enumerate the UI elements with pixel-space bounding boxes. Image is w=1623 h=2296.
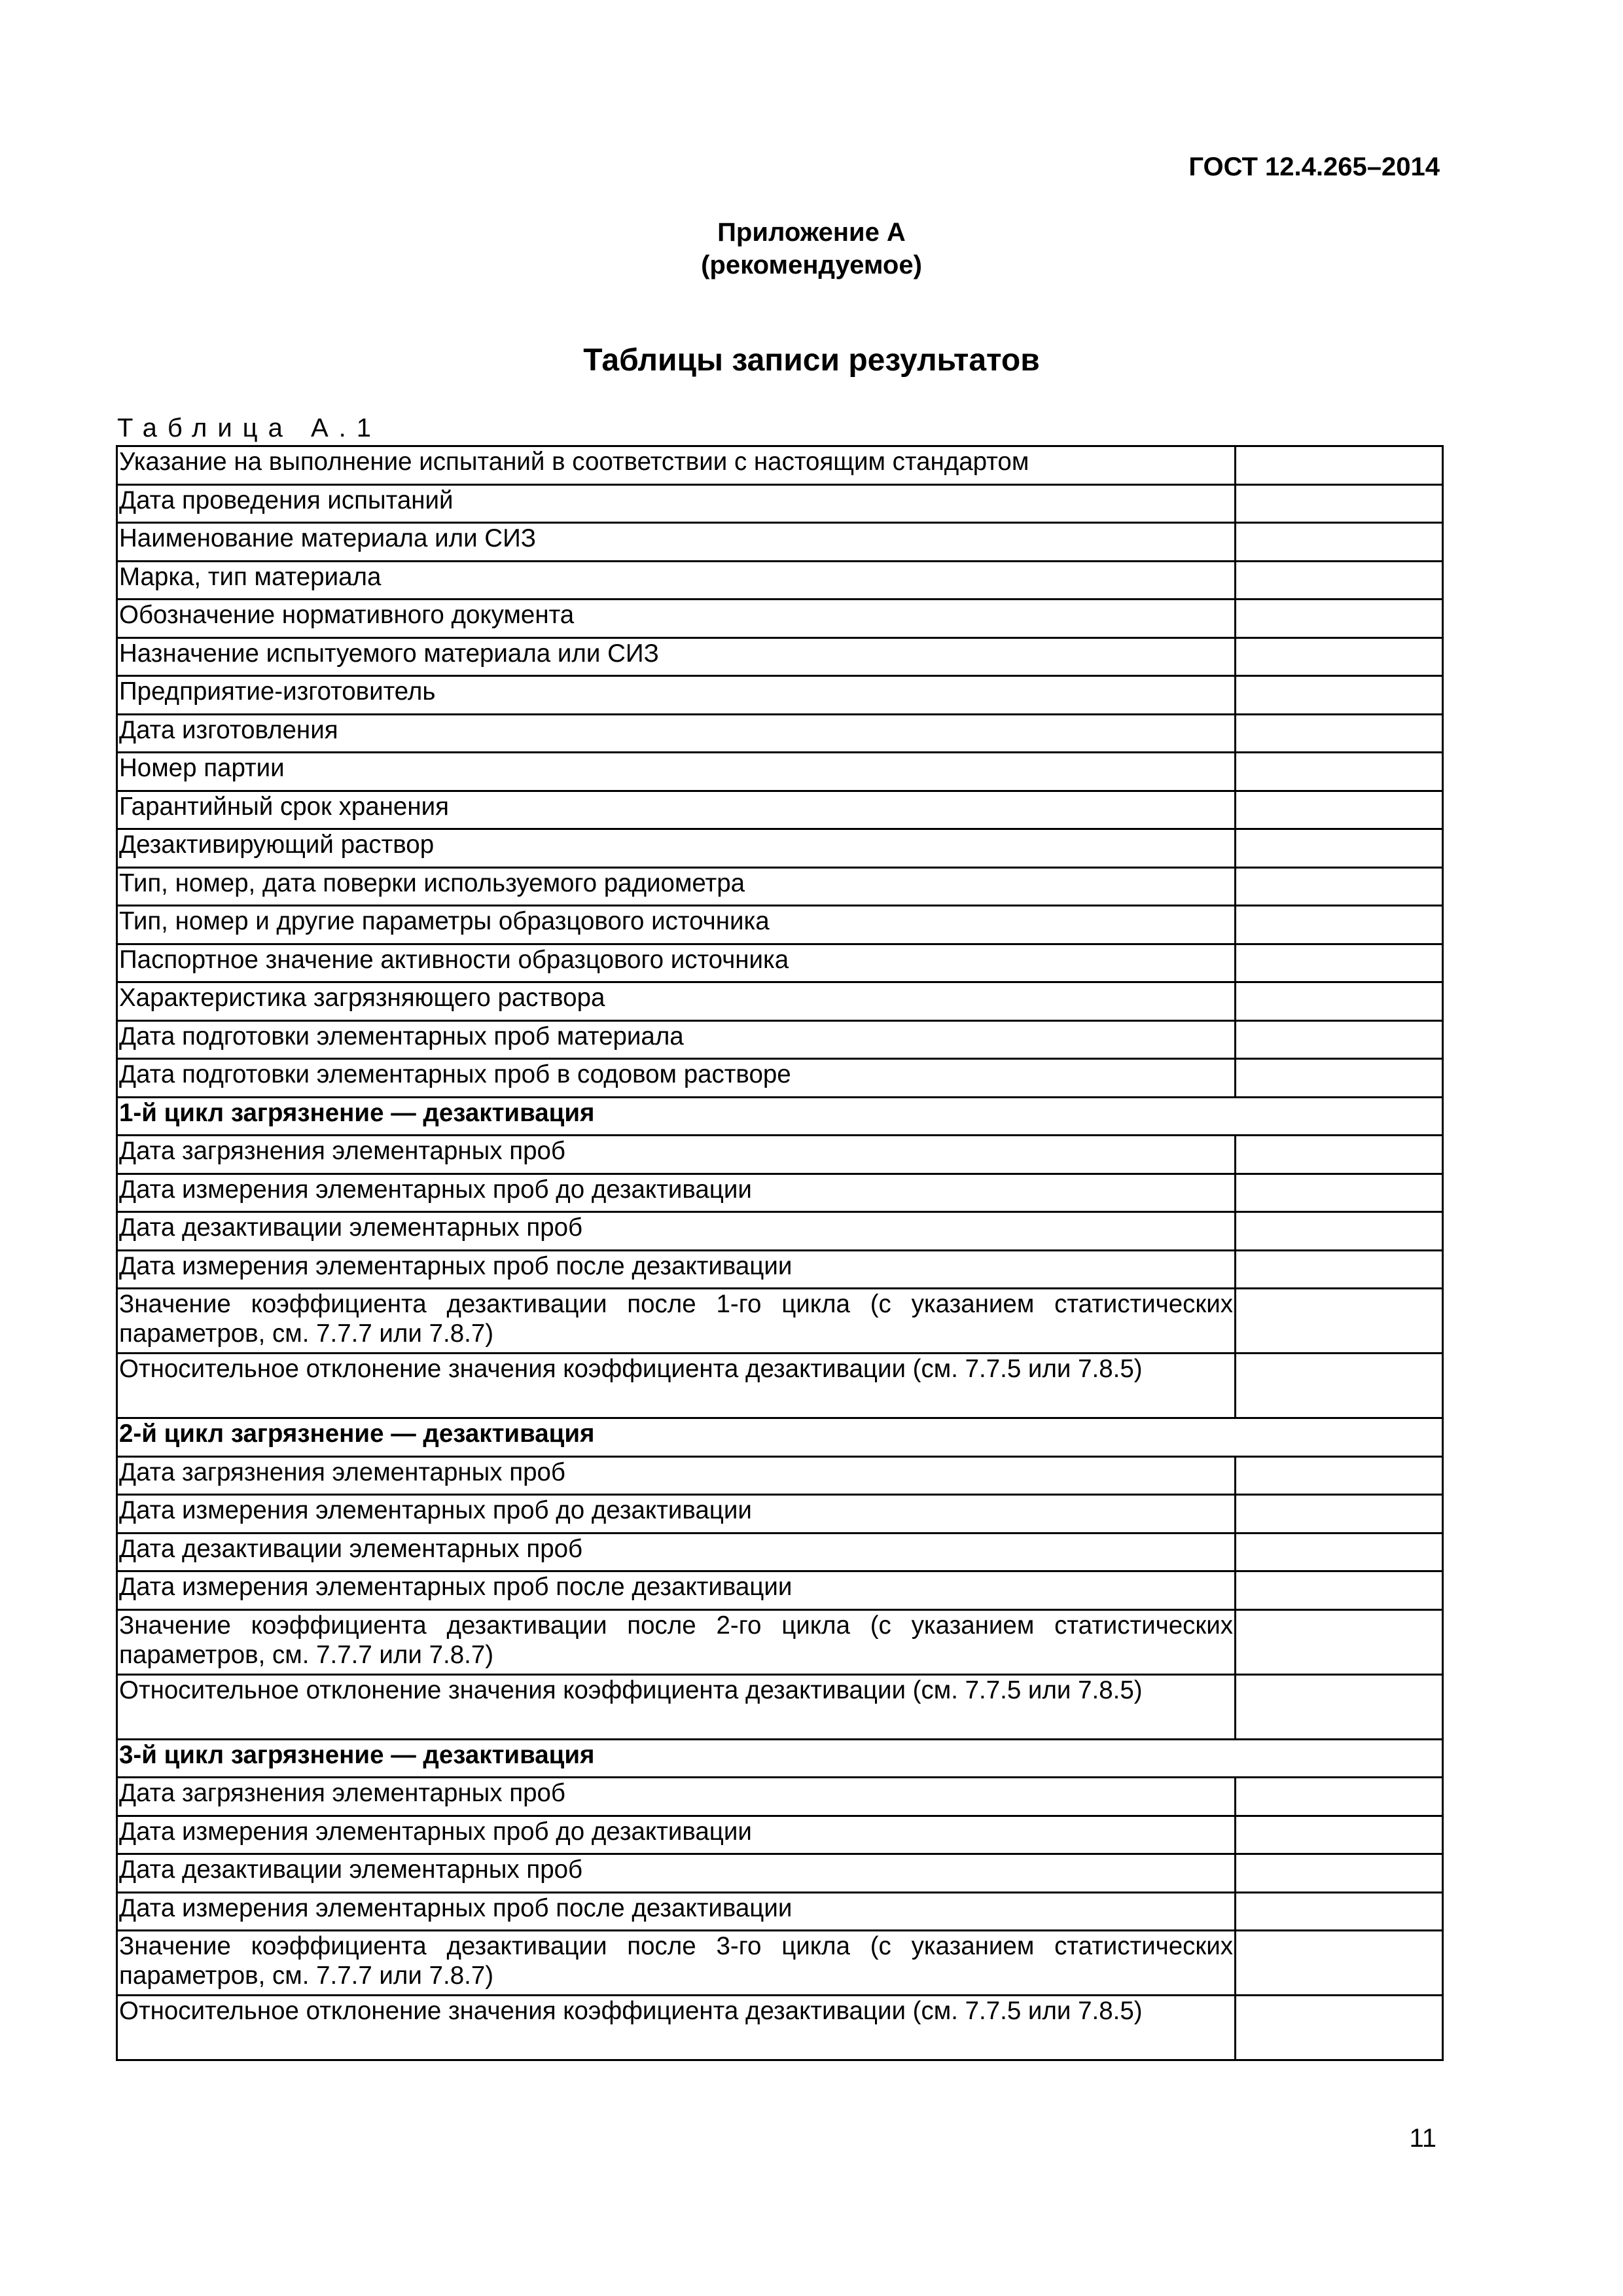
row-value-cell <box>1236 1996 1443 2060</box>
row-label: Дата измерения элементарных проб до дезактивации <box>117 1495 1236 1534</box>
table-row <box>117 1136 1443 1174</box>
annex-subtitle: (рекомендуемое) <box>701 251 922 279</box>
table-row <box>117 1059 1443 1098</box>
table-row <box>117 1778 1443 1816</box>
page-number: 11 <box>1409 2124 1436 2153</box>
row-label: Значение коэффициента дезактивации после 2-го цикла (с указанием статистических параметров, см. 7.7.7 или 7.8.7) <box>117 1609 1236 1674</box>
row-value-cell <box>1236 1020 1443 1059</box>
results-table <box>116 445 1444 2061</box>
row-label: Значение коэффициента дезактивации после 1-го цикла (с указанием статистических параметров, см. 7.7.7 или 7.8.7) <box>117 1289 1236 1354</box>
table-row <box>117 714 1443 753</box>
row-label: Дата измерения элементарных проб после дезактивации <box>117 1571 1236 1610</box>
table-row <box>117 1354 1443 1418</box>
table-row <box>117 1289 1443 1354</box>
table-row <box>117 1212 1443 1251</box>
table-row <box>117 1571 1443 1610</box>
row-value-cell <box>1236 1609 1443 1674</box>
row-value-cell <box>1236 484 1443 523</box>
row-value-cell <box>1236 1931 1443 1996</box>
row-value-cell <box>1236 523 1443 562</box>
row-value-cell <box>1236 1674 1443 1739</box>
table-row <box>117 1892 1443 1931</box>
table-row <box>117 676 1443 715</box>
row-label: Дата подготовки элементарных проб в содовом растворе <box>117 1059 1236 1098</box>
table-row <box>117 1250 1443 1289</box>
row-value-cell <box>1236 637 1443 676</box>
row-label: Дата загрязнения элементарных проб <box>117 1136 1236 1174</box>
row-value-cell <box>1236 561 1443 600</box>
table-row <box>117 1854 1443 1893</box>
row-value-cell <box>1236 1892 1443 1931</box>
section-row <box>117 1418 1443 1457</box>
row-label: Гарантийный срок хранения <box>117 791 1236 829</box>
row-label: Марка, тип материала <box>117 561 1236 600</box>
row-label: Дата дезактивации элементарных проб <box>117 1533 1236 1571</box>
table-row <box>117 906 1443 944</box>
row-label: Обозначение нормативного документа <box>117 600 1236 638</box>
row-value-cell <box>1236 1289 1443 1354</box>
table-row <box>117 637 1443 676</box>
row-value-cell <box>1236 829 1443 868</box>
row-label: Дата проведения испытаний <box>117 484 1236 523</box>
row-value-cell <box>1236 714 1443 753</box>
row-value-cell <box>1236 600 1443 638</box>
row-label: Указание на выполнение испытаний в соответствии с настоящим стандартом <box>117 446 1236 485</box>
row-value-cell <box>1236 1174 1443 1212</box>
results-table-body <box>117 446 1443 2060</box>
row-value-cell <box>1236 1354 1443 1418</box>
row-label: Относительное отклонение значения коэффициента дезактивации (см. 7.7.5 или 7.8.5) <box>117 1996 1236 2060</box>
row-value-cell <box>1236 1816 1443 1854</box>
row-value-cell <box>1236 1059 1443 1098</box>
table-row <box>117 1996 1443 2060</box>
table-row <box>117 1609 1443 1674</box>
row-value-cell <box>1236 1136 1443 1174</box>
table-row <box>117 944 1443 982</box>
row-value-cell <box>1236 982 1443 1021</box>
row-value-cell <box>1236 1571 1443 1610</box>
table-row <box>117 484 1443 523</box>
row-label: Дата измерения элементарных проб до дезактивации <box>117 1174 1236 1212</box>
table-row <box>117 753 1443 791</box>
standard-code: ГОСТ 12.4.265–2014 <box>1188 152 1440 181</box>
section-heading: 2-й цикл загрязнение — дезактивация <box>117 1418 1443 1457</box>
row-value-cell <box>1236 1854 1443 1893</box>
row-value-cell <box>1236 676 1443 715</box>
row-label: Дата измерения элементарных проб до дезактивации <box>117 1816 1236 1854</box>
row-label: Наименование материала или СИЗ <box>117 523 1236 562</box>
row-label: Предприятие-изготовитель <box>117 676 1236 715</box>
row-value-cell <box>1236 1250 1443 1289</box>
row-label: Дата дезактивации элементарных проб <box>117 1854 1236 1893</box>
row-label: Номер партии <box>117 753 1236 791</box>
row-label: Дата загрязнения элементарных проб <box>117 1778 1236 1816</box>
row-label: Дезактивирующий раствор <box>117 829 1236 868</box>
row-value-cell <box>1236 1212 1443 1251</box>
table-row <box>117 523 1443 562</box>
table-row <box>117 829 1443 868</box>
table-row <box>117 1456 1443 1495</box>
row-value-cell <box>1236 753 1443 791</box>
row-value-cell <box>1236 906 1443 944</box>
row-label: Тип, номер и другие параметры образцового источника <box>117 906 1236 944</box>
row-value-cell <box>1236 791 1443 829</box>
table-caption: Таблица А.1 <box>117 414 382 442</box>
row-value-cell <box>1236 1495 1443 1534</box>
row-value-cell <box>1236 1456 1443 1495</box>
row-label: Относительное отклонение значения коэффициента дезактивации (см. 7.7.5 или 7.8.5) <box>117 1354 1236 1418</box>
table-row <box>117 600 1443 638</box>
row-value-cell <box>1236 446 1443 485</box>
table-row <box>117 1931 1443 1996</box>
annex-heading <box>0 216 1623 281</box>
row-label: Значение коэффициента дезактивации после 3-го цикла (с указанием статистических параметров, см. 7.7.7 или 7.8.7) <box>117 1931 1236 1996</box>
section-heading: 1-й цикл загрязнение — дезактивация <box>117 1097 1443 1136</box>
table-row <box>117 1174 1443 1212</box>
table-row <box>117 982 1443 1021</box>
row-label: Дата загрязнения элементарных проб <box>117 1456 1236 1495</box>
row-value-cell <box>1236 1533 1443 1571</box>
table-row <box>117 1533 1443 1571</box>
row-value-cell <box>1236 944 1443 982</box>
table-row <box>117 1674 1443 1739</box>
document-title: Таблицы записи результатов <box>583 343 1040 378</box>
annex-title: Приложение А <box>717 218 906 247</box>
row-label: Дата подготовки элементарных проб материала <box>117 1020 1236 1059</box>
table-row <box>117 561 1443 600</box>
row-label: Характеристика загрязняющего раствора <box>117 982 1236 1021</box>
table-row <box>117 1816 1443 1854</box>
row-label: Дата измерения элементарных проб после дезактивации <box>117 1892 1236 1931</box>
row-label: Относительное отклонение значения коэффициента дезактивации (см. 7.7.5 или 7.8.5) <box>117 1674 1236 1739</box>
table-row <box>117 1495 1443 1534</box>
row-label: Дата изготовления <box>117 714 1236 753</box>
row-label: Назначение испытуемого материала или СИЗ <box>117 637 1236 676</box>
row-label: Тип, номер, дата поверки используемого радиометра <box>117 867 1236 906</box>
row-value-cell <box>1236 1778 1443 1816</box>
table-row <box>117 791 1443 829</box>
table-row <box>117 867 1443 906</box>
row-label: Паспортное значение активности образцового источника <box>117 944 1236 982</box>
row-label: Дата измерения элементарных проб после дезактивации <box>117 1250 1236 1289</box>
section-row <box>117 1097 1443 1136</box>
table-row <box>117 1020 1443 1059</box>
row-label: Дата дезактивации элементарных проб <box>117 1212 1236 1251</box>
row-value-cell <box>1236 867 1443 906</box>
table-row <box>117 446 1443 485</box>
section-row <box>117 1739 1443 1778</box>
section-heading: 3-й цикл загрязнение — дезактивация <box>117 1739 1443 1778</box>
